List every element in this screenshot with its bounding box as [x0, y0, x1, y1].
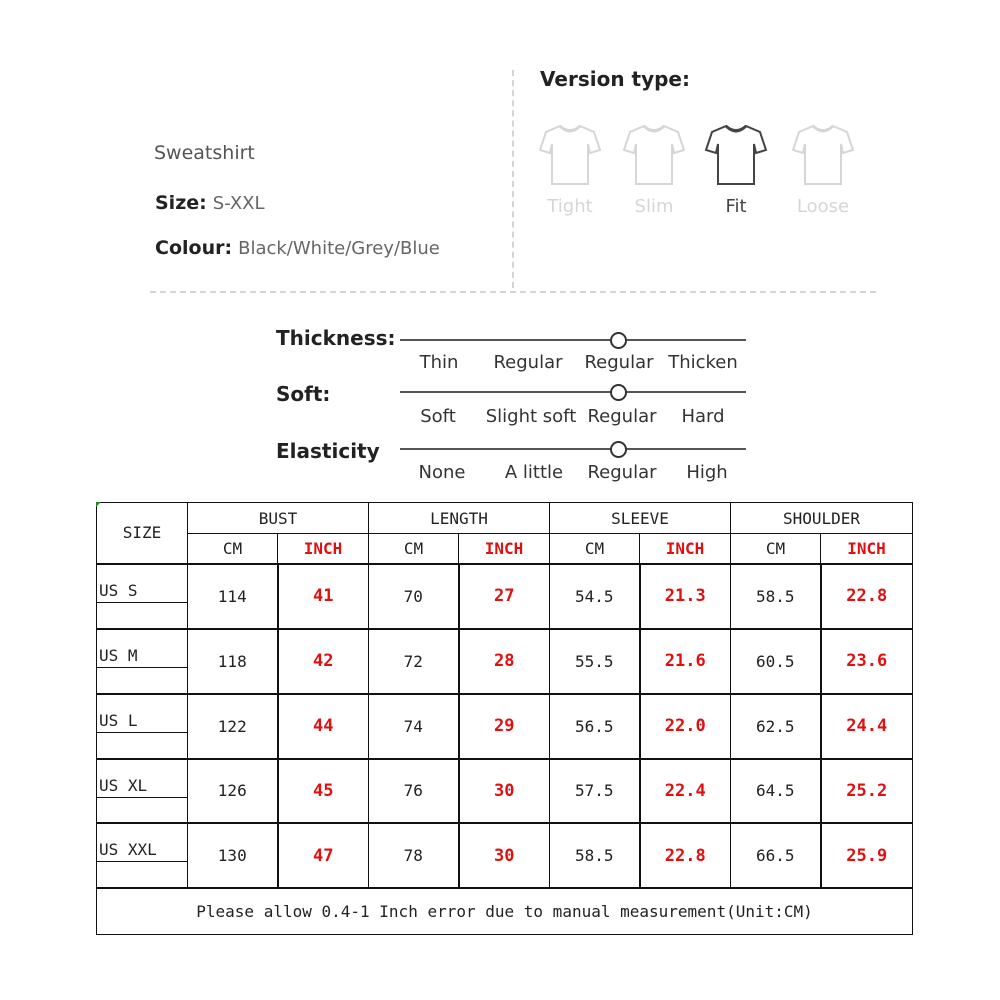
thickness-option: Thicken	[668, 352, 738, 373]
measurement-note-row	[97, 888, 913, 934]
elasticity-option: A little	[504, 462, 564, 483]
size-key: Size:	[155, 192, 207, 214]
size-label: US XL	[99, 775, 148, 795]
colour-value: Black/White/Grey/Blue	[238, 238, 440, 259]
inch-value: 42	[278, 629, 369, 694]
inch-value: 21.6	[640, 629, 731, 694]
size-label: US M	[99, 645, 138, 665]
inch-value: 30	[459, 823, 550, 888]
elasticity-track	[400, 448, 746, 450]
cm-value: 56.5	[550, 694, 640, 759]
cm-value: 60.5	[731, 629, 821, 694]
elasticity-option: Regular	[587, 462, 657, 483]
size-cell	[97, 694, 188, 759]
size-value: S-XXL	[212, 193, 265, 214]
inch-value: 22.4	[640, 759, 731, 824]
group-header-sleeve: SLEEVE	[550, 503, 731, 534]
cm-value: 74	[369, 694, 459, 759]
soft-option: Hard	[681, 406, 725, 427]
cm-value: 58.5	[731, 564, 821, 629]
group-header-length: LENGTH	[369, 503, 550, 534]
cm-value: 130	[188, 823, 278, 888]
thickness-track	[400, 339, 746, 341]
table-row	[97, 759, 913, 824]
cm-value: 114	[188, 564, 278, 629]
soft-knob	[610, 384, 627, 401]
product-name: Sweatshirt	[154, 142, 255, 164]
cm-value: 126	[188, 759, 278, 824]
soft-option: Slight soft	[485, 406, 577, 427]
version-option-slim	[619, 122, 689, 217]
tshirt-icon	[538, 122, 602, 188]
cm-value: 66.5	[731, 823, 821, 888]
table-row	[97, 823, 913, 888]
cm-value: 122	[188, 694, 278, 759]
cm-value: 62.5	[731, 694, 821, 759]
size-cell	[97, 759, 188, 824]
elasticity-knob	[610, 441, 627, 458]
version-option-fit	[701, 122, 771, 217]
group-header-bust: BUST	[188, 503, 369, 534]
elasticity-option: None	[418, 462, 466, 483]
version-option-label: Slim	[634, 196, 674, 217]
cm-value: 54.5	[550, 564, 640, 629]
version-option-label: Tight	[547, 196, 593, 217]
thickness-option: Thin	[419, 352, 459, 373]
unit-header-row	[97, 534, 913, 564]
version-type-title: Version type:	[540, 67, 690, 91]
size-label: US S	[99, 580, 138, 600]
inch-value: 25.9	[821, 823, 913, 888]
inch-value: 28	[459, 629, 550, 694]
unit-header-cm: CM	[550, 534, 640, 564]
version-option-label: Loose	[796, 196, 850, 217]
table-row	[97, 564, 913, 629]
unit-header-inch: INCH	[821, 534, 913, 564]
cm-value: 78	[369, 823, 459, 888]
inch-value: 27	[459, 564, 550, 629]
size-label: US XXL	[99, 840, 157, 860]
unit-header-inch: INCH	[640, 534, 731, 564]
soft-track	[400, 391, 746, 393]
inch-value: 29	[459, 694, 550, 759]
thickness-option: Regular	[584, 352, 654, 373]
cm-value: 70	[369, 564, 459, 629]
unit-header-inch: INCH	[278, 534, 369, 564]
unit-header-cm: CM	[731, 534, 821, 564]
vertical-divider	[512, 70, 514, 288]
group-header-row	[97, 503, 913, 534]
elasticity-label: Elasticity	[276, 439, 380, 463]
inch-value: 47	[278, 823, 369, 888]
inch-value: 23.6	[821, 629, 913, 694]
cm-value: 57.5	[550, 759, 640, 824]
soft-label: Soft:	[276, 382, 331, 406]
thickness-label: Thickness:	[276, 326, 396, 350]
inch-value: 22.8	[640, 823, 731, 888]
size-cell	[97, 823, 188, 888]
thickness-option: Regular	[493, 352, 563, 373]
version-option-label: Fit	[725, 196, 747, 217]
cm-value: 72	[369, 629, 459, 694]
cm-value: 76	[369, 759, 459, 824]
inch-value: 21.3	[640, 564, 731, 629]
cm-value: 64.5	[731, 759, 821, 824]
colour-spec	[155, 237, 440, 259]
tshirt-icon	[704, 122, 768, 188]
inch-value: 30	[459, 759, 550, 824]
thickness-knob	[610, 332, 627, 349]
cm-value: 58.5	[550, 823, 640, 888]
measurement-note: Please allow 0.4-1 Inch error due to manual measurement(Unit:CM)	[97, 888, 913, 934]
unit-header-cm: CM	[188, 534, 278, 564]
elasticity-option: High	[686, 462, 728, 483]
corner-mark	[96, 502, 101, 507]
table-row	[97, 694, 913, 759]
unit-header-cm: CM	[369, 534, 459, 564]
version-option-tight	[535, 122, 605, 217]
version-option-loose	[788, 122, 858, 217]
size-header: SIZE	[97, 503, 188, 564]
unit-header-inch: INCH	[459, 534, 550, 564]
soft-option: Soft	[420, 406, 456, 427]
cm-value: 118	[188, 629, 278, 694]
size-chart-table	[96, 502, 913, 935]
horizontal-divider	[150, 291, 876, 293]
size-cell	[97, 564, 188, 629]
inch-value: 22.0	[640, 694, 731, 759]
colour-key: Colour:	[155, 237, 233, 259]
table-row	[97, 629, 913, 694]
size-spec	[155, 192, 265, 214]
tshirt-icon	[622, 122, 686, 188]
size-label: US L	[99, 710, 138, 730]
inch-value: 24.4	[821, 694, 913, 759]
inch-value: 44	[278, 694, 369, 759]
inch-value: 22.8	[821, 564, 913, 629]
inch-value: 41	[278, 564, 369, 629]
soft-option: Regular	[587, 406, 657, 427]
tshirt-icon	[791, 122, 855, 188]
cm-value: 55.5	[550, 629, 640, 694]
inch-value: 25.2	[821, 759, 913, 824]
size-cell	[97, 629, 188, 694]
inch-value: 45	[278, 759, 369, 824]
group-header-shoulder: SHOULDER	[731, 503, 913, 534]
